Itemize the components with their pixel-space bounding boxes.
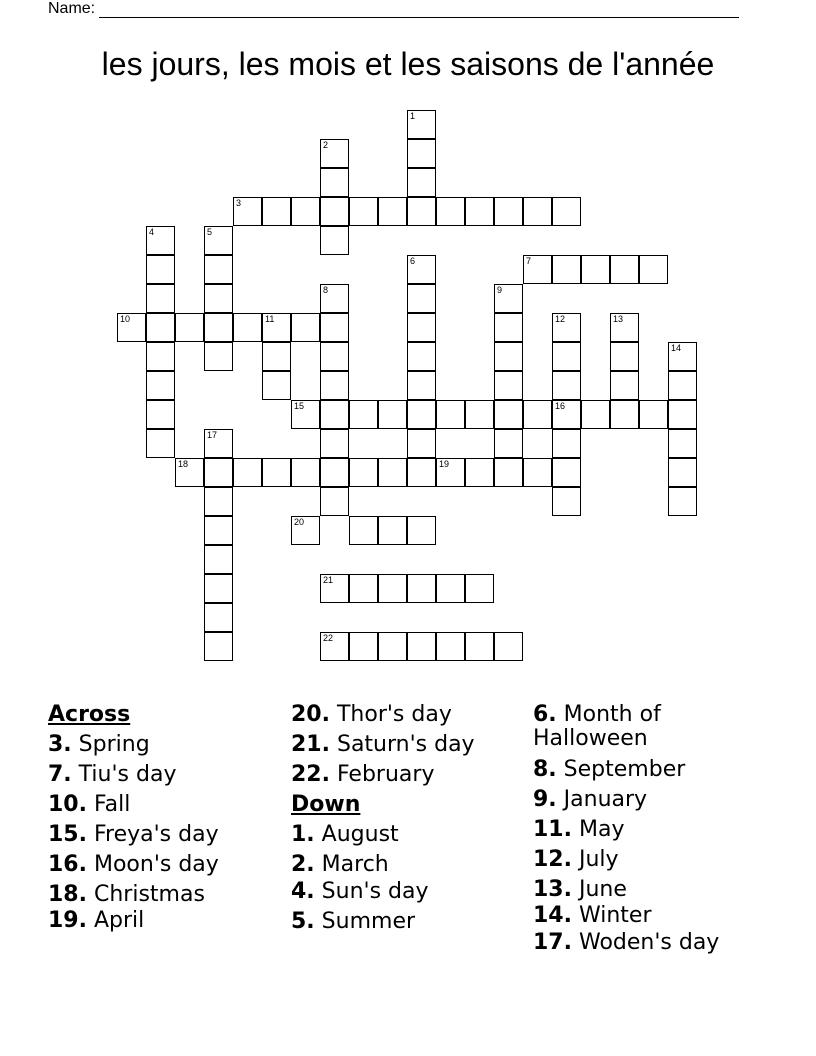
crossword-cell[interactable] xyxy=(407,342,436,371)
clue-across-20: 20. Thor's day xyxy=(291,702,452,727)
crossword-cell[interactable] xyxy=(436,632,465,661)
crossword-cell[interactable] xyxy=(349,197,378,226)
clue-across-19: 19. April xyxy=(48,908,145,933)
crossword-cell[interactable] xyxy=(175,458,204,487)
crossword-cell[interactable] xyxy=(552,429,581,458)
crossword-cell[interactable] xyxy=(407,632,436,661)
crossword-cell[interactable] xyxy=(146,342,175,371)
crossword-cell[interactable] xyxy=(552,197,581,226)
clue-number-2: 2 xyxy=(323,140,329,150)
crossword-cell[interactable] xyxy=(407,313,436,342)
crossword-cell[interactable] xyxy=(349,458,378,487)
crossword-cell[interactable] xyxy=(552,255,581,284)
crossword-cell[interactable] xyxy=(407,110,436,139)
crossword-cell[interactable] xyxy=(204,313,233,342)
crossword-cell[interactable] xyxy=(639,400,668,429)
clue-down-14: 14. Winter xyxy=(533,903,652,928)
crossword-cell[interactable] xyxy=(291,400,320,429)
crossword-cell[interactable] xyxy=(320,168,349,197)
clue-number-20: 20 xyxy=(294,517,305,527)
crossword-cell[interactable] xyxy=(204,487,233,516)
crossword-cell[interactable] xyxy=(407,458,436,487)
crossword-cell[interactable] xyxy=(610,255,639,284)
crossword-cell[interactable] xyxy=(146,400,175,429)
crossword-cell[interactable] xyxy=(523,197,552,226)
crossword-cell[interactable] xyxy=(610,371,639,400)
crossword-cell[interactable] xyxy=(465,197,494,226)
clue-number-11: 11 xyxy=(265,314,275,324)
clue-down-2: 2. March xyxy=(291,852,389,877)
clue-down-17: 17. Woden's day xyxy=(533,930,720,955)
crossword-cell[interactable] xyxy=(320,226,349,255)
crossword-cell[interactable] xyxy=(581,255,610,284)
crossword-cell[interactable] xyxy=(494,632,523,661)
clue-across-10: 10. Fall xyxy=(48,792,131,817)
crossword-cell[interactable] xyxy=(204,284,233,313)
crossword-cell[interactable] xyxy=(465,632,494,661)
crossword-cell[interactable] xyxy=(407,284,436,313)
crossword-cell[interactable] xyxy=(668,429,697,458)
clue-number-3: 3 xyxy=(236,198,242,208)
crossword-cell[interactable] xyxy=(204,458,233,487)
crossword-cell[interactable] xyxy=(378,574,407,603)
clue-column-2 xyxy=(291,700,475,937)
crossword-cell[interactable] xyxy=(436,458,465,487)
clue-across-15: 15. Freya's day xyxy=(48,822,219,847)
crossword-cell[interactable] xyxy=(552,487,581,516)
crossword-cell[interactable] xyxy=(523,400,552,429)
clue-down-8: 8. September xyxy=(533,757,686,782)
crossword-cell[interactable] xyxy=(291,313,320,342)
crossword-cell[interactable] xyxy=(552,458,581,487)
crossword-cell[interactable] xyxy=(494,342,523,371)
crossword-cell[interactable] xyxy=(407,139,436,168)
clue-number-22: 22 xyxy=(323,633,334,643)
across-header: Across xyxy=(48,702,131,727)
crossword-cell[interactable] xyxy=(204,545,233,574)
crossword-cell[interactable] xyxy=(378,516,407,545)
crossword-cell[interactable] xyxy=(494,458,523,487)
crossword-cell[interactable] xyxy=(320,197,349,226)
crossword-cell[interactable] xyxy=(407,429,436,458)
crossword-cell[interactable] xyxy=(291,458,320,487)
clue-down-6: 6. Month of Halloween xyxy=(533,702,661,751)
crossword-cell[interactable] xyxy=(407,255,436,284)
crossword-cell[interactable] xyxy=(407,574,436,603)
crossword-cell[interactable] xyxy=(320,342,349,371)
clue-number-19: 19 xyxy=(439,459,450,469)
clue-number-1: 1 xyxy=(410,111,416,121)
clue-number-15: 15 xyxy=(294,401,305,411)
clue-number-6: 6 xyxy=(410,256,416,266)
crossword-cell[interactable] xyxy=(262,342,291,371)
crossword-cell[interactable] xyxy=(349,574,378,603)
crossword-cell[interactable] xyxy=(262,371,291,400)
crossword-cell[interactable] xyxy=(233,458,262,487)
crossword-cell[interactable] xyxy=(552,400,581,429)
name-label: Name: xyxy=(48,0,96,17)
crossword-cell[interactable] xyxy=(233,197,262,226)
clue-down-13: 13. June xyxy=(533,877,627,902)
crossword-cell[interactable] xyxy=(494,400,523,429)
clue-column-3 xyxy=(533,700,763,958)
crossword-cell[interactable] xyxy=(407,197,436,226)
crossword-cell[interactable] xyxy=(204,255,233,284)
clue-number-18: 18 xyxy=(178,459,189,469)
crossword-cell[interactable] xyxy=(407,168,436,197)
crossword-cell[interactable] xyxy=(668,487,697,516)
crossword-cell[interactable] xyxy=(204,226,233,255)
crossword-cell[interactable] xyxy=(610,342,639,371)
clue-across-3: 3. Spring xyxy=(48,732,150,757)
crossword-cell[interactable] xyxy=(320,284,349,313)
crossword-cell[interactable] xyxy=(668,371,697,400)
clue-down-9: 9. January xyxy=(533,787,648,812)
crossword-cell[interactable] xyxy=(146,371,175,400)
clue-across-7: 7. Tiu's day xyxy=(48,762,177,787)
crossword-cell[interactable] xyxy=(610,313,639,342)
crossword-cell[interactable] xyxy=(436,574,465,603)
crossword-cell[interactable] xyxy=(204,516,233,545)
crossword-cell[interactable] xyxy=(668,458,697,487)
crossword-cell[interactable] xyxy=(204,429,233,458)
crossword-cell[interactable] xyxy=(494,284,523,313)
crossword-cell[interactable] xyxy=(465,574,494,603)
crossword-cell[interactable] xyxy=(436,400,465,429)
clue-number-21: 21 xyxy=(323,575,334,585)
crossword-cell[interactable] xyxy=(175,313,204,342)
crossword-cell[interactable] xyxy=(668,342,697,371)
crossword-cell[interactable] xyxy=(494,371,523,400)
clue-down-1: 1. August xyxy=(291,822,399,847)
clue-down-11: 11. May xyxy=(533,817,625,842)
crossword-cell[interactable] xyxy=(204,632,233,661)
crossword-cell[interactable] xyxy=(204,603,233,632)
clue-number-5: 5 xyxy=(207,227,213,237)
crossword-cell[interactable] xyxy=(349,632,378,661)
clue-number-4: 4 xyxy=(149,227,155,237)
clue-across-16: 16. Moon's day xyxy=(48,852,219,877)
crossword-cell[interactable] xyxy=(349,400,378,429)
crossword-cell[interactable] xyxy=(552,313,581,342)
crossword-cell[interactable] xyxy=(146,313,175,342)
clue-down-4: 4. Sun's day xyxy=(291,879,429,904)
crossword-cell[interactable] xyxy=(552,371,581,400)
crossword-cell[interactable] xyxy=(378,458,407,487)
crossword-cell[interactable] xyxy=(320,632,349,661)
crossword-cell[interactable] xyxy=(378,197,407,226)
clue-across-18: 18. Christmas xyxy=(48,882,205,907)
crossword-cell[interactable] xyxy=(291,197,320,226)
crossword-cell[interactable] xyxy=(465,400,494,429)
crossword-cell[interactable] xyxy=(465,458,494,487)
clue-across-21: 21. Saturn's day xyxy=(291,732,475,757)
crossword-cell[interactable] xyxy=(494,313,523,342)
crossword-cell[interactable] xyxy=(204,342,233,371)
crossword-cell[interactable] xyxy=(407,371,436,400)
crossword-cell[interactable] xyxy=(407,516,436,545)
clue-number-7: 7 xyxy=(526,256,532,266)
crossword-cell[interactable] xyxy=(523,458,552,487)
crossword-cell[interactable] xyxy=(639,255,668,284)
clue-column-1 xyxy=(48,700,219,936)
clue-down-12: 12. July xyxy=(533,847,619,872)
down-header: Down xyxy=(291,792,361,817)
crossword-cell[interactable] xyxy=(320,139,349,168)
crossword-cell[interactable] xyxy=(349,516,378,545)
crossword-cell[interactable] xyxy=(262,197,291,226)
crossword-cell[interactable] xyxy=(581,400,610,429)
page-title: les jours, les mois et les saisons de l'année xyxy=(101,46,715,82)
crossword-cell[interactable] xyxy=(378,400,407,429)
crossword-cell[interactable] xyxy=(320,574,349,603)
crossword-cell[interactable] xyxy=(523,255,552,284)
crossword-cell[interactable] xyxy=(291,516,320,545)
crossword-cell[interactable] xyxy=(668,400,697,429)
crossword-cell[interactable] xyxy=(146,284,175,313)
crossword-cell[interactable] xyxy=(494,429,523,458)
crossword-cell[interactable] xyxy=(320,313,349,342)
crossword-cell[interactable] xyxy=(262,458,291,487)
crossword-cell[interactable] xyxy=(320,429,349,458)
clue-number-10: 10 xyxy=(120,314,131,324)
crossword-cell[interactable] xyxy=(610,400,639,429)
crossword-cell[interactable] xyxy=(407,400,436,429)
clue-down-5: 5. Summer xyxy=(291,909,416,934)
clue-number-16: 16 xyxy=(555,401,566,411)
clue-across-22: 22. February xyxy=(291,762,435,787)
crossword-cell[interactable] xyxy=(146,429,175,458)
crossword-cell[interactable] xyxy=(146,226,175,255)
crossword-cell[interactable] xyxy=(320,487,349,516)
crossword-cell[interactable] xyxy=(117,313,146,342)
crossword-cell[interactable] xyxy=(320,458,349,487)
clue-number-12: 12 xyxy=(555,314,566,324)
crossword-cell[interactable] xyxy=(320,371,349,400)
clue-number-17: 17 xyxy=(207,430,218,440)
clue-number-9: 9 xyxy=(497,285,503,295)
clue-number-13: 13 xyxy=(613,314,624,324)
clue-number-8: 8 xyxy=(323,285,329,295)
crossword-cell[interactable] xyxy=(494,197,523,226)
crossword-cell[interactable] xyxy=(204,574,233,603)
crossword-cell[interactable] xyxy=(436,197,465,226)
clue-number-14: 14 xyxy=(671,343,682,353)
crossword-cell[interactable] xyxy=(146,255,175,284)
crossword-cell[interactable] xyxy=(233,313,262,342)
crossword-cell[interactable] xyxy=(552,342,581,371)
crossword-cell[interactable] xyxy=(320,400,349,429)
crossword-cell[interactable] xyxy=(262,313,291,342)
crossword-cell[interactable] xyxy=(378,632,407,661)
